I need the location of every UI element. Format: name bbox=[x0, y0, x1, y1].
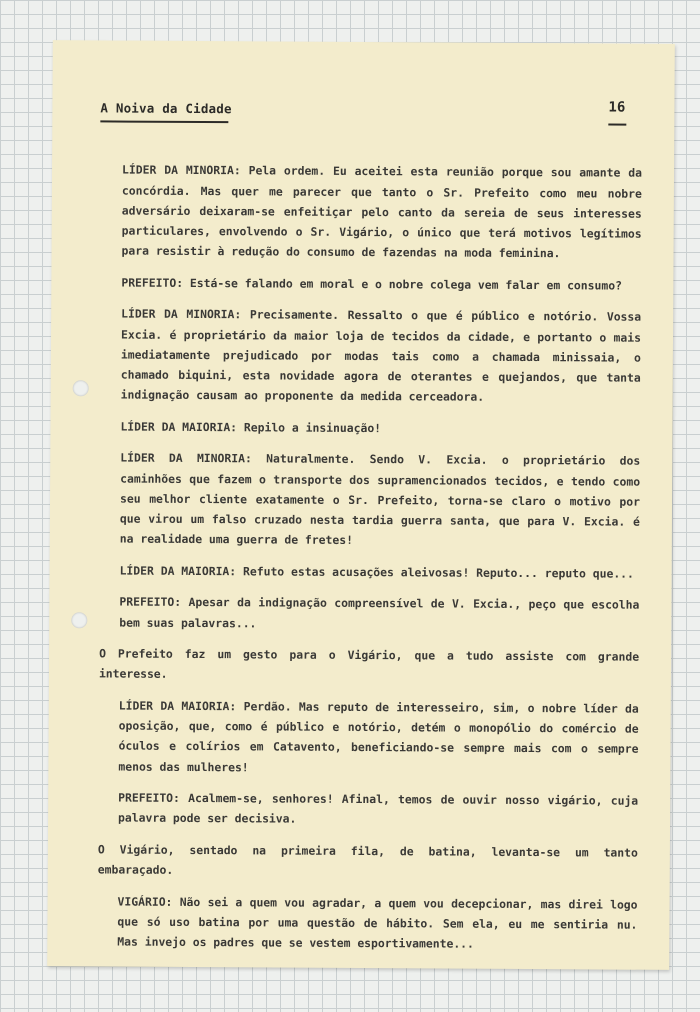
page-number: 16 bbox=[608, 99, 626, 116]
stage-direction: O Prefeito faz um gesto para o Vigário, que a tudo assiste com grande interesse. bbox=[98, 646, 640, 682]
dialog-paragraph: PREFEITO: Acalmem-se, senhores! Afinal, temos de ouvir nosso vigário, cuja palavra pode ser decisiva. bbox=[118, 790, 639, 827]
typewritten-page bbox=[47, 40, 675, 970]
punch-hole bbox=[71, 612, 87, 628]
script-body bbox=[97, 148, 642, 959]
dialog-paragraph: PREFEITO: Está-se falando em moral e o nobre colega vem falar em consumo? bbox=[121, 275, 623, 293]
dialog-paragraph: LÍDER DA MINORIA: Precisamente. Ressalto o que é público e notório. Vossa Excia. é proprietário da maior loja de tecidos da cidade, e portanto o mais imediatamente prejudicado por modas tais como a chamada minissaia, o chamado biquini, esta novidade agora de oterantes e quejandos, que tanta indignação causam ao proponente da medida cerceadora. bbox=[120, 306, 642, 404]
page-number-underline bbox=[608, 124, 626, 126]
header-underline bbox=[100, 120, 228, 122]
dialog-paragraph: LÍDER DA MAIORIA: Repilo a insinuação! bbox=[120, 419, 382, 435]
dialog-paragraph: LÍDER DA MINORIA: Pela ordem. Eu aceitei esta reunião porque sou amante da concórdia. Mas quer me parecer que tanto o Sr. Prefeito como meu nobre adversário deixaram-se enfeitiçar pelo canto da sereia de seus interesses particulares, envolvendo o Sr. Vigário, o único que terá motivos legítimos para resistir à redução do consumo de fazendas na moda feminina. bbox=[121, 162, 643, 261]
punch-hole bbox=[73, 380, 89, 396]
page-header-title: A Noiva da Cidade bbox=[100, 100, 232, 117]
dialog-paragraph: LÍDER DA MAIORIA: Perdão. Mas reputo de interesseiro, sim, o nobre líder da oposição, que, como é público e notório, detém o monopólio do comércio de óculos e colírios em Catavento, beneficiando-se sempre mais com o sempre menos das mulheres! bbox=[118, 698, 639, 774]
dialog-paragraph: VIGÁRIO: Não sei a quem vou agradar, a quem vou decepcionar, mas direi logo que só uso batina por uma questão de hábito. Sem ela, eu me sentiria nu. Mas invejo os padres que se vestem esportivamente... bbox=[117, 894, 638, 951]
dialog-paragraph: LÍDER DA MAIORIA: Refuto estas acusações aleivosas! Reputo... reputo que... bbox=[119, 563, 634, 581]
dialog-paragraph: PREFEITO: Apesar da indignação compreensível de V. Excia., peço que escolha bem suas palavras... bbox=[119, 594, 640, 630]
dialog-paragraph: LÍDER DA MINORIA: Naturalmente. Sendo V. Excia. o proprietário dos caminhões que fazem o transporte dos supramencionados tecidos, e tendo como seu melhor cliente exatamente o Sr. Prefeito, torna-se claro o motivo por que virou um falso cruzado nesta tardia guerra santa, que para V. Excia. é na realidade uma guerra de fretes! bbox=[119, 450, 641, 548]
stage-direction: O Vigário, sentado na primeira fila, de batina, levanta-se um tanto embaraçado. bbox=[97, 842, 638, 878]
